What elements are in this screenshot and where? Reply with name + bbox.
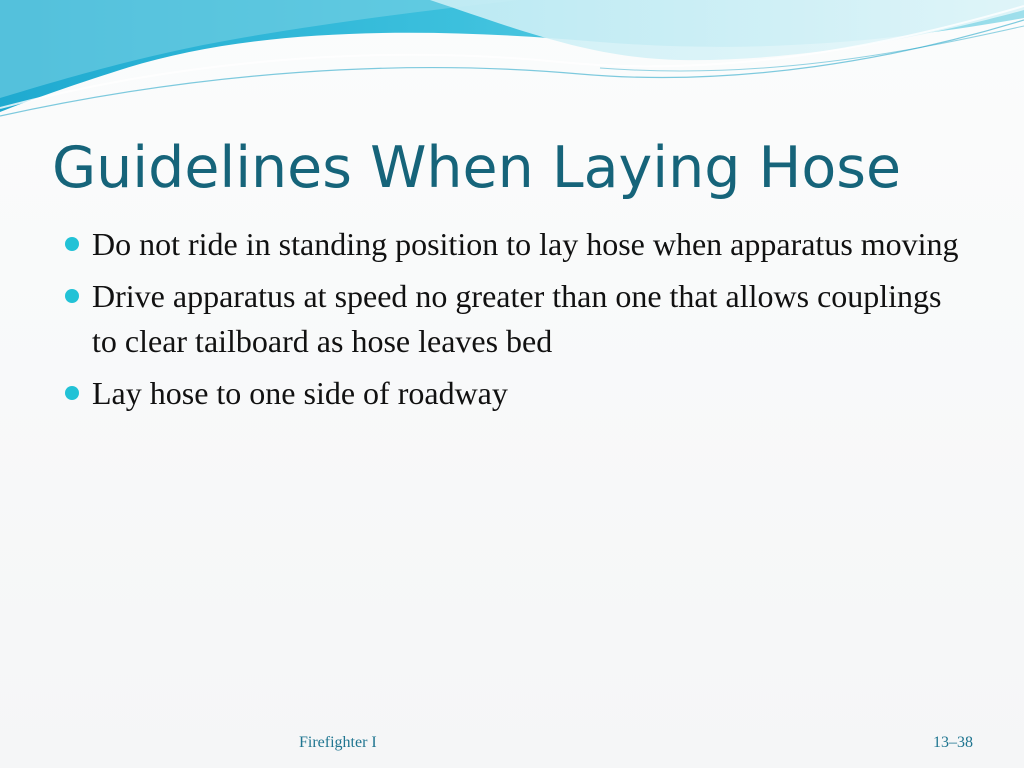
bullet-text: Lay hose to one side of roadway xyxy=(92,375,508,411)
footer-slide-number: 13–38 xyxy=(933,734,973,751)
bullet-item xyxy=(60,222,960,267)
bullet-text: Drive apparatus at speed no greater than one that allows couplings to clear tailboard as hose leaves bed xyxy=(92,278,942,359)
bullet-item xyxy=(60,274,960,364)
footer-course-name: Firefighter I xyxy=(299,734,377,751)
bullet-text: Do not ride in standing position to lay hose when apparatus moving xyxy=(92,226,959,262)
bullet-dot-icon xyxy=(65,289,79,303)
decorative-wave-header xyxy=(0,0,1024,130)
bullet-list xyxy=(60,222,960,423)
bullet-dot-icon xyxy=(65,237,79,251)
bullet-dot-icon xyxy=(65,386,79,400)
slide-title: Guidelines When Laying Hose xyxy=(52,135,902,201)
bullet-item xyxy=(60,371,960,416)
